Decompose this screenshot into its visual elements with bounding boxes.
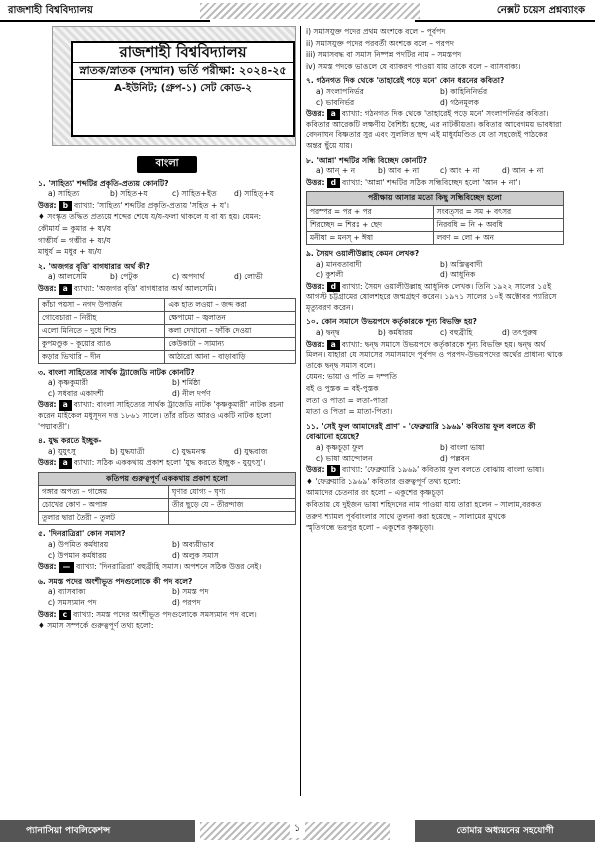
university-title: রাজশাহী বিশ্ববিদ্যালয়	[119, 43, 247, 61]
question-text: ২. 'অজগর বৃত্তি' বাগধারার অর্থ কী?	[38, 261, 150, 271]
option-d: d) পরপদ	[172, 598, 201, 608]
option-c: c) বহুব্রীহি	[440, 328, 473, 338]
answer-explanation: ব্যাখ্যা: 'দিনরাত্রিরা' বহুব্রীহি সমাস। অপশনে সঠিক উত্তর নেই।	[76, 562, 262, 572]
note-line: মাধুর্য = মধুর + ষ্য/য	[38, 247, 102, 257]
table-cell: তুলার দ্বারা তৈরী – তুলট	[39, 512, 169, 525]
option-c: c) সধবার একাদশী	[48, 388, 104, 398]
option-b: b) অব্যয়ীভাব	[172, 540, 214, 550]
table-cell: এলো মিনিতে – দুধে শিশু	[39, 324, 165, 337]
note-line: ♦ সমাস সম্পর্কে গুরুত্বপূর্ণ তথ্য হলো:	[38, 621, 154, 631]
table-cell: কাঁচা পয়সা – নগদ উপার্জন	[39, 298, 165, 311]
answer-explanation: ব্যাখ্যা: 'অজগর বৃত্তি' বাগধারার অর্থ আলসেমি।	[73, 283, 217, 293]
answer-explanation: ব্যাখ্যা: সঠিক এককথায় প্রকাশ হলো 'যুদ্ধ করতে ইচ্ছুক - যুযুৎসু'।	[73, 458, 266, 468]
answer-prefix: উত্তর:	[38, 400, 57, 410]
answer-key: b	[327, 465, 340, 476]
table-cell: আঠারো আনা – বাড়াবাড়ি	[165, 350, 296, 363]
answer-explanation: ব্যাখ্যা: 'ফেব্রুয়ারি ১৯৬৯' কবিতায় ফুল বলতে বোঝায় বাংলা ভাষা।	[342, 465, 545, 475]
option-d: d) সাহিত্+য	[234, 189, 275, 199]
note-line: তরুণ শ্যামল পূর্ববাংলার সাথে তুলনা করা হয়েছে – সালামের মুখকে	[306, 511, 506, 521]
option-d: d) নীল দর্পণ	[172, 388, 211, 398]
option-c: c) সমস্যমান পদ	[48, 598, 97, 608]
option-b: b) শর্মিষ্ঠা	[172, 378, 201, 388]
option-a: a) কৃষ্ণচূড়া ফুল	[316, 443, 364, 452]
option-c: c) ভাবনির্ভর	[316, 97, 355, 107]
question-text: ৪. যুদ্ধ করতে ইচ্ছুক-	[38, 436, 102, 446]
answer-prefix: উত্তর:	[306, 339, 325, 349]
option-d: d) আন + না	[502, 166, 544, 176]
option-c: c) ভাষা আন্দোলন	[316, 453, 373, 463]
question-text: ৮. 'আন্না' শব্দটির সন্ধি বিচ্ছেদ কোনটি?	[306, 155, 428, 165]
page-footer	[0, 818, 595, 842]
option-b: b) আব + না	[378, 166, 420, 176]
table-cell: তীর ছুড়ে যে – তীরন্দাজ	[168, 499, 295, 512]
table-cell: কড়ার ভিখারি – দীন	[39, 350, 165, 363]
option-c: c) যুদ্ধমনস্ক	[172, 446, 206, 456]
answer-explanation: ব্যাখ্যা: সৈয়দ ওয়ালীউল্লাহ আধুনিক লেখক। তিনি ১৯২২ সালের ১৫ই আগস্ট চট্টগ্রামের ষোলশহরে জন্মগ্রহণ করেন। ১৯৭১ সালের ১০ই অক্টোবর প্যারিসে মৃত্যুবরণ করেন।	[306, 281, 557, 312]
answer-prefix: উত্তর:	[306, 281, 325, 291]
question-6	[38, 577, 296, 632]
question-text: ৭. গঠনগত দিক থেকে 'তাহারেই পড়ে মনে' কোন ধরনের কবিতা?	[306, 76, 505, 86]
question-9	[306, 249, 564, 314]
table-cell: শিরচ্ছেদ = শিরঃ + ছেদ	[307, 218, 434, 231]
table-cell: পরম্পর = পর + পর	[307, 205, 434, 218]
table-cell: ক্ষেপামো – জ্বলাতন	[165, 311, 296, 324]
question-11	[306, 422, 564, 534]
answer-key: a	[59, 400, 72, 411]
option-d: d) যুদ্ধবাজ	[234, 446, 268, 456]
table-cell: ঘৃণার যোগ্য – ঘৃণ্য	[168, 486, 295, 499]
option-b: b) কর্মধারয়	[378, 328, 413, 338]
option-a: a) সংলাপনির্ভর	[316, 86, 364, 96]
option-b: b) পেটুক	[110, 272, 138, 282]
note-line: আমাদের চেতনার রং হলো – একুশের কৃষ্ণচূড়া	[306, 488, 444, 498]
answer-prefix: উত্তর:	[38, 458, 57, 468]
answer-explanation: ব্যাখ্যা: দ্বন্দ্ব সমাসে উভয়পদে কর্তৃকারকে শূন্য বিভক্তি হয়। দ্বন্দ্ব অর্থ মিলন। যাহারা যে সমাসের সমাসমাদে পূর্বপদ ও পরপদ-উভয়পদের অর্থের প্রাধান্য থাকে তাকে দ্বন্দ্ব সমাস বলে।	[306, 339, 563, 370]
note-line: iv) সমস্ত পদকে ভাঙলে যে ব্যাকরণ পাওয়া যায় তাকে বলে – ব্যাসবাক্য।	[306, 61, 521, 71]
table-title: পরীক্ষায় আসার মতো কিছু সন্ধিবিচ্ছেদ হলো	[307, 192, 564, 206]
option-a: a) মানবতাবাদী	[316, 259, 362, 269]
question-4	[38, 436, 296, 525]
option-c: c) আং + না	[440, 166, 480, 176]
option-a: a) আলসেমি	[48, 272, 88, 282]
note-line: ♦ 'ফেব্রুয়ারি ১৯৬৯' কবিতার গুরুত্বপূর্ণ তথ্য হলো:	[306, 476, 461, 486]
table-cell: কেউকাটা – সামান্য	[165, 337, 296, 350]
option-a: a) যুযুৎসু	[48, 446, 76, 456]
table-cell: সংবত্সর = সম + বৎসর	[433, 205, 563, 218]
answer-explanation: ব্যাখ্যা: 'সাহিত্য' শব্দটির প্রকৃতি-প্রত্যয় 'সহিত + য'।	[74, 200, 229, 210]
answer-explanation: ব্যাখ্যা: 'আন্না' শব্দটির সঠিক সন্ধিবিচ্ছেদ হলো 'আন + না'।	[342, 177, 521, 187]
idiom-table	[38, 298, 296, 364]
table-cell	[168, 512, 295, 525]
option-b: b) সমস্ত পদ	[172, 587, 209, 597]
note-line: লতা ও পাতা = লতা-পাতা	[306, 395, 388, 405]
question-text: ১. 'সাহিত্য' শব্দটির প্রকৃতি-প্রত্যয় কোনটি?	[38, 178, 169, 188]
page-header	[0, 0, 595, 22]
answer-key: a	[327, 109, 340, 120]
question-text: ৫. 'দিনরাত্রিরা' কোন সমাস?	[38, 529, 126, 539]
table-cell: নিরবধি = নি + অবধি	[433, 218, 563, 231]
table-cell: গোবেচারা – নিরীহ	[39, 311, 165, 324]
table-cell: কলা দেখানো – ফাঁকি দেওয়া	[165, 324, 296, 337]
answer-key: —	[59, 562, 75, 573]
note-line: i) সমাসযুক্ত পদের প্রথম অংশকে বলে – পূর্বপদ	[306, 27, 446, 36]
answer-prefix: উত্তর:	[38, 283, 57, 293]
table-cell: লবণ = লো + অন	[433, 231, 563, 244]
option-d: d) লোভী	[234, 272, 263, 282]
question-text: ৩. বাংলা সাহিত্যের সার্থক ট্র্যাজেডি নাটক কোনটি?	[38, 367, 195, 377]
answer-prefix: উত্তর:	[306, 465, 325, 475]
option-d: d) গঠনমূলক	[440, 97, 479, 107]
question-text: ৬. সমস্ত পদের অংশীভূত পদগুলোকে কী পদ বলে?	[38, 576, 193, 586]
table-title: কতিপয় গুরুত্বপূর্ণ এককথায় প্রকাশ হলো	[39, 472, 296, 486]
answer-prefix: উত্তর:	[306, 109, 325, 119]
sandhi-table	[306, 191, 564, 245]
answer-key: d	[327, 178, 340, 189]
answer-key: b	[59, 201, 72, 212]
question-text: ১০. কোন সমাসে উভয়পদে কর্তৃকারকে শূন্য বিভক্তি হয়?	[306, 317, 477, 327]
option-a: a) ব্যাসবাক্য	[48, 587, 86, 597]
table-cell: মনীষা = মনস্ + ঈষা	[307, 231, 434, 244]
option-d: d) তৎপুরুষ	[502, 328, 538, 338]
note-line: ii) সমাসযুক্ত পদের পরবর্তী অংশকে বলে – পরপদ	[306, 38, 454, 48]
note-line: কৌমার্য = কুমার + ষ্য/য	[38, 223, 111, 233]
option-a: a) সাহিত্য	[48, 189, 80, 199]
section-label: বাংলা	[137, 156, 197, 173]
table-cell: এক হাত লওয়া – জব্দ করা	[165, 298, 296, 311]
one-word-table	[38, 472, 296, 526]
option-b: b) সহিত+য	[110, 189, 148, 199]
table-cell: কুপমণ্ডুক – কূয়োর ব্যাঙ	[39, 337, 165, 350]
table-cell: চোখের কোণ – অপাঙ্গ	[39, 499, 169, 512]
note-line: বই ও পুস্তক = বই-পুস্তক	[306, 384, 379, 394]
question-text: ৯. সৈয়দ ওয়ালীউল্লাহ কেমন লেখক?	[306, 248, 420, 258]
answer-key: c	[59, 610, 72, 621]
unit-title: A-ইউনিট; (গ্রুপ-১) সেট কোড-২	[114, 83, 252, 95]
answer-explanation: ব্যাখ্যা: গঠনগত দিক থেকে 'তাহারেই পড়ে মনে' সংলাপনির্ভর কবিতা। কবিতার আরেকটি লক্ষণীয় বৈশিষ্ট্য হচ্ছে, এর নাটকীয়তা। কবিতার আবেগময় ভাবধারা বেদনাঘন বিষ্ণতার সুর এবং সুললিত ছন্দ এই মাধুর্যমণ্ডিত যে তা সহজেই পাঠকের অন্তর ছুঁয়ে যায়।	[306, 109, 562, 150]
header-left-title: রাজশাহী বিশ্ববিদ্যালয়	[0, 0, 210, 22]
table-cell: গঙ্গার অপত্য – গাঙ্গেয়	[39, 486, 169, 499]
note-line: কবিতায় যে দুইজন ভাষা শহিদদের নাম পাওয়া যায় তারা হলেন – সালাম,বরকত	[306, 499, 542, 509]
header-pattern	[200, 3, 420, 19]
option-d: d) আধুনিক	[440, 270, 476, 280]
question-10	[306, 317, 564, 417]
answer-prefix: উত্তর:	[38, 609, 57, 619]
column-divider	[300, 26, 301, 796]
note-line: স্মৃতিগন্ধে ভরপুর হলো – একুশের কৃষ্ণচূড়া।	[306, 523, 434, 533]
question-2	[38, 262, 296, 364]
answer-explanation: ব্যাখ্যা: বাংলা সাহিত্যের সার্থক ট্রাজেডি নাটক 'কৃষ্ণকুমারী' নাটক রচনা করেন মাইকেল মধুসূদন দত্ত ১৮৬১ সালে। তাঁর রচিত আরও একটি নাটক হলো 'পদ্মাবতী'।	[38, 400, 284, 431]
question-text: ১১. 'সেই ফুল আমাদেরই প্রাণ' - 'ফেব্রুয়ারি ১৯৬৯' কবিতায় ফুল বলতে কী বোঝানো হয়েছে?	[306, 421, 536, 442]
option-a: a) উপমিত কর্মধারয়	[48, 540, 109, 550]
option-d: d) অলুক সমাস	[172, 550, 219, 560]
option-b: b) অস্তিত্ববাদী	[440, 259, 483, 269]
option-d: d) পল্লবন	[440, 453, 470, 463]
option-a: a) কৃষ্ণকুমারী	[48, 378, 89, 388]
answer-prefix: উত্তর:	[38, 200, 57, 210]
note-line: মাতা ও পিতা = মাতা-পিতা।	[306, 407, 393, 417]
title-box	[52, 26, 296, 146]
answer-key: a	[59, 458, 72, 469]
option-c: c) উপমান কর্মধারয়	[48, 550, 107, 560]
option-b: b) বাংলা ভাষা	[440, 443, 485, 452]
option-c: c) অপদার্থ	[172, 272, 205, 282]
option-a: a) আন্ + ন	[316, 166, 356, 176]
answer-prefix: উত্তর:	[306, 177, 325, 187]
note-line: iii) সমাসবদ্ধ বা সমাস নিষ্পন্ন পদটির নাম – সমস্তপদ	[306, 50, 462, 60]
question-1	[38, 179, 296, 258]
right-column	[306, 26, 564, 535]
footer-tagline: তোমার অধ্যয়নের সহযোগী	[415, 820, 595, 842]
note-line: ♦ সংস্কৃত তদ্ধিত প্রত্যয়ে শব্দের শেষে য/য-ফলা থাকলে য বা ষ্য হয়। যেমন:	[38, 212, 262, 222]
option-b: b) কাহিনিনির্ভর	[440, 86, 488, 96]
answer-key: d	[327, 282, 340, 293]
left-column	[38, 26, 296, 633]
question-7	[306, 76, 564, 151]
option-c: c) কুশলী	[316, 270, 344, 280]
option-c: c) সাহিত+ইত	[172, 189, 217, 199]
answer-key: a	[59, 284, 72, 295]
option-b: b) যুদ্ধযাত্রী	[110, 446, 145, 456]
note-line: গাম্ভীর্য = গম্ভীর + ষ্য/য	[38, 235, 111, 245]
answer-prefix: উত্তর:	[38, 562, 57, 572]
header-right-title: নেক্সট চয়েস প্রশ্নব্যাংক	[415, 0, 595, 22]
question-5	[38, 529, 296, 572]
question-3	[38, 368, 296, 433]
question-8	[306, 156, 564, 245]
note-line: যেমন: ভায়া ও পতি = দম্পতি	[306, 372, 398, 382]
publisher-name: প্যানাসিয়া পাবলিকেশন্স	[0, 820, 195, 842]
option-a: a) দ্বন্দ্ব	[316, 328, 340, 338]
answer-key: a	[327, 340, 340, 351]
exam-title: স্নাতক/স্নাতক (সম্মান) ভর্তি পরীক্ষা: ২০২৪-২৫	[73, 62, 293, 81]
answer-explanation: ব্যাখ্যা: সমস্ত পদের অংশীভূত পদগুলোকে সমস্যমান পদ বলে।	[73, 609, 257, 619]
page-number: ১	[290, 821, 305, 838]
